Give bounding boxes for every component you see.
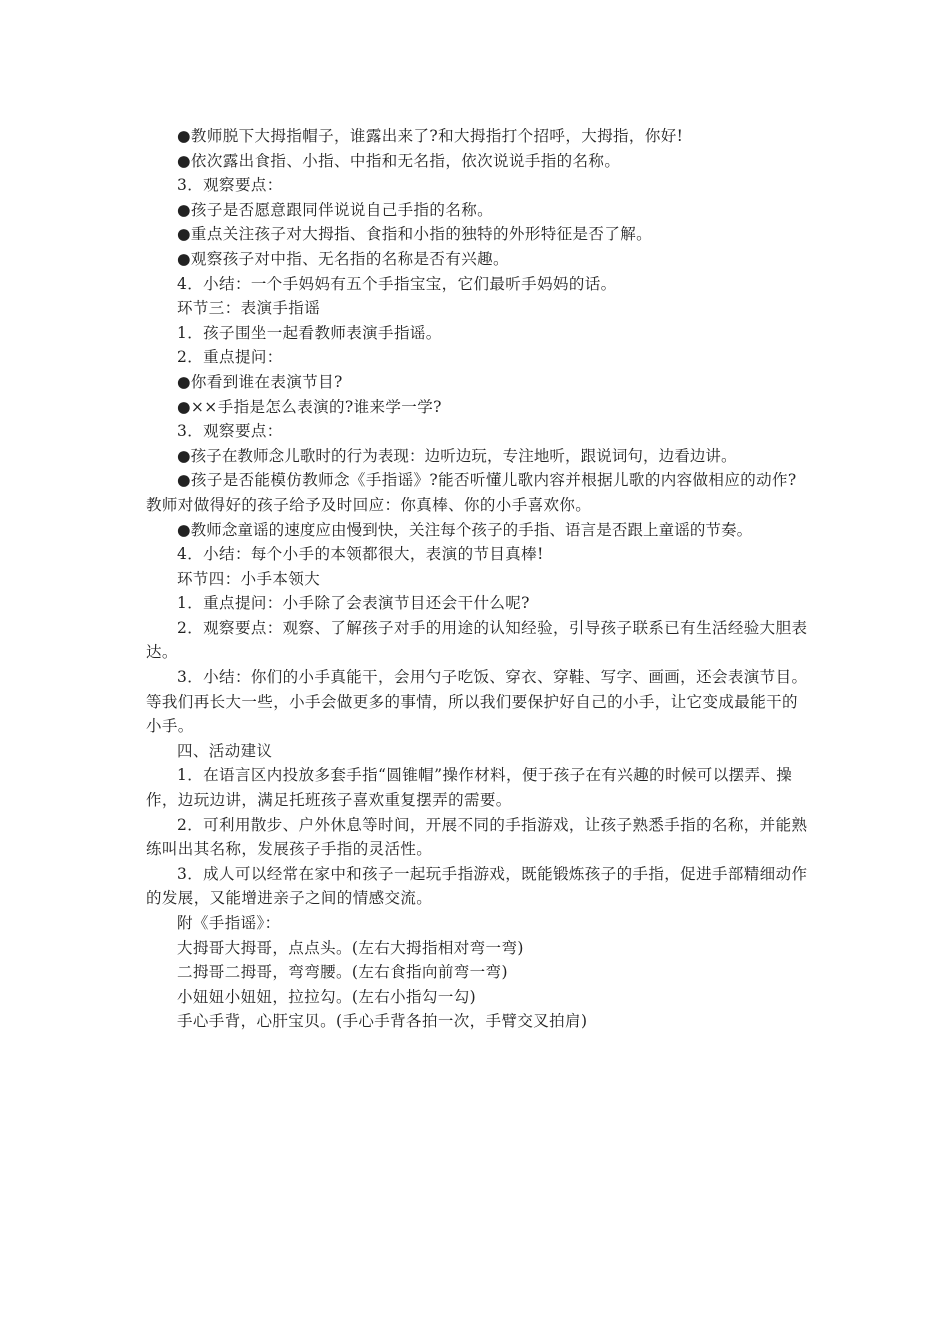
- summary-section-2: 4．小结：一个手妈妈有五个手指宝宝，它们最听手妈妈的话。: [177, 274, 617, 293]
- bullet-observe-interest: ●观察孩子对中指、无名指的名称是否有兴趣。: [177, 249, 509, 268]
- rhyme-line-4: 手心手背，心肝宝贝。(手心手背各拍一次，手臂交叉拍肩): [177, 1012, 588, 1031]
- summary-section-3: 4．小结：每个小手的本领都很大，表演的节目真棒!: [177, 545, 544, 564]
- heading-observation-1: 3．观察要点：: [177, 176, 283, 195]
- rhyme-line-1: 大拇哥大拇哥，点点头。(左右大拇指相对弯一弯): [177, 938, 524, 957]
- rhyme-line-2: 二拇哥二拇哥，弯弯腰。(左右食指向前弯一弯): [177, 963, 508, 982]
- summary-section-4: 3．小结：你们的小手真能干，会用勺子吃饭、穿衣、穿鞋、写字、画画，还会表演节目。等我们再长大一些，小手会做更多的事情，所以我们要保护好自己的小手，让它变成最能干的小手。: [146, 668, 808, 736]
- bullet-observe-behavior: ●孩子在教师念儿歌时的行为表现：边听边玩，专注地听，跟说词句，边看边讲。: [177, 446, 737, 465]
- bullet-show-fingers: ●依次露出食指、小指、中指和无名指，依次说说手指的名称。: [177, 151, 621, 170]
- rhyme-line-3: 小妞妞小妞妞，拉拉勾。(左右小指勾一勾): [177, 987, 477, 1006]
- heading-observation-2: 3．观察要点：: [177, 422, 283, 441]
- bullet-observe-features: ●重点关注孩子对大拇指、食指和小指的独特的外形特征是否了解。: [177, 225, 653, 244]
- step-key-question: 1．重点提问：小手除了会表演节目还会干什么呢?: [177, 594, 530, 613]
- section-heading-3: 环节三：表演手指谣: [177, 299, 321, 318]
- step-observation: 2．观察要点：观察、了解孩子对手的用途的认知经验，引导孩子联系已有生活经验大胆表达。: [146, 618, 808, 662]
- bullet-question-how: ●××手指是怎么表演的?谁来学一学?: [177, 397, 442, 416]
- step-watch-performance: 1．孩子围坐一起看教师表演手指谣。: [177, 323, 442, 342]
- section-heading-4: 环节四：小手本领大: [177, 569, 321, 588]
- suggestion-3: 3．成人可以经常在家中和孩子一起玩手指游戏，既能锻炼孩子的手指，促进手部精细动作的发展，又能增进亲子之间的情感交流。: [146, 864, 808, 908]
- section-heading-suggestions: 四、活动建议: [177, 741, 273, 760]
- document-body: [146, 124, 812, 1034]
- bullet-question-who: ●你看到谁在表演节目?: [177, 372, 343, 391]
- suggestion-1: 1．在语言区内投放多套手指“圆锥帽”操作材料，便于孩子在有兴趣的时候可以摆弄、操作，边玩边讲，满足托班孩子喜欢重复摆弄的需要。: [146, 766, 793, 810]
- suggestion-2: 2．可利用散步、户外休息等时间，开展不同的手指游戏，让孩子熟悉手指的名称，并能熟练叫出其名称，发展孩子手指的灵活性。: [146, 815, 808, 859]
- heading-key-questions: 2．重点提问：: [177, 348, 283, 367]
- bullet-observe-willing: ●孩子是否愿意跟同伴说说自己手指的名称。: [177, 200, 494, 219]
- bullet-thumb-hello: ●教师脱下大拇指帽子，谁露出来了?和大拇指打个招呼，大拇指，你好!: [177, 127, 684, 145]
- bullet-observe-imitate: ●孩子是否能模仿教师念《手指谣》?能否听懂儿歌内容并根据儿歌的内容做相应的动作?教师对做得好的孩子给予及时回应：你真棒、你的小手喜欢你。: [146, 471, 797, 514]
- bullet-observe-tempo: ●教师念童谣的速度应由慢到快，关注每个孩子的手指、语言是否跟上童谣的节奏。: [177, 520, 753, 539]
- appendix-heading: 附《手指谣》：: [177, 914, 281, 932]
